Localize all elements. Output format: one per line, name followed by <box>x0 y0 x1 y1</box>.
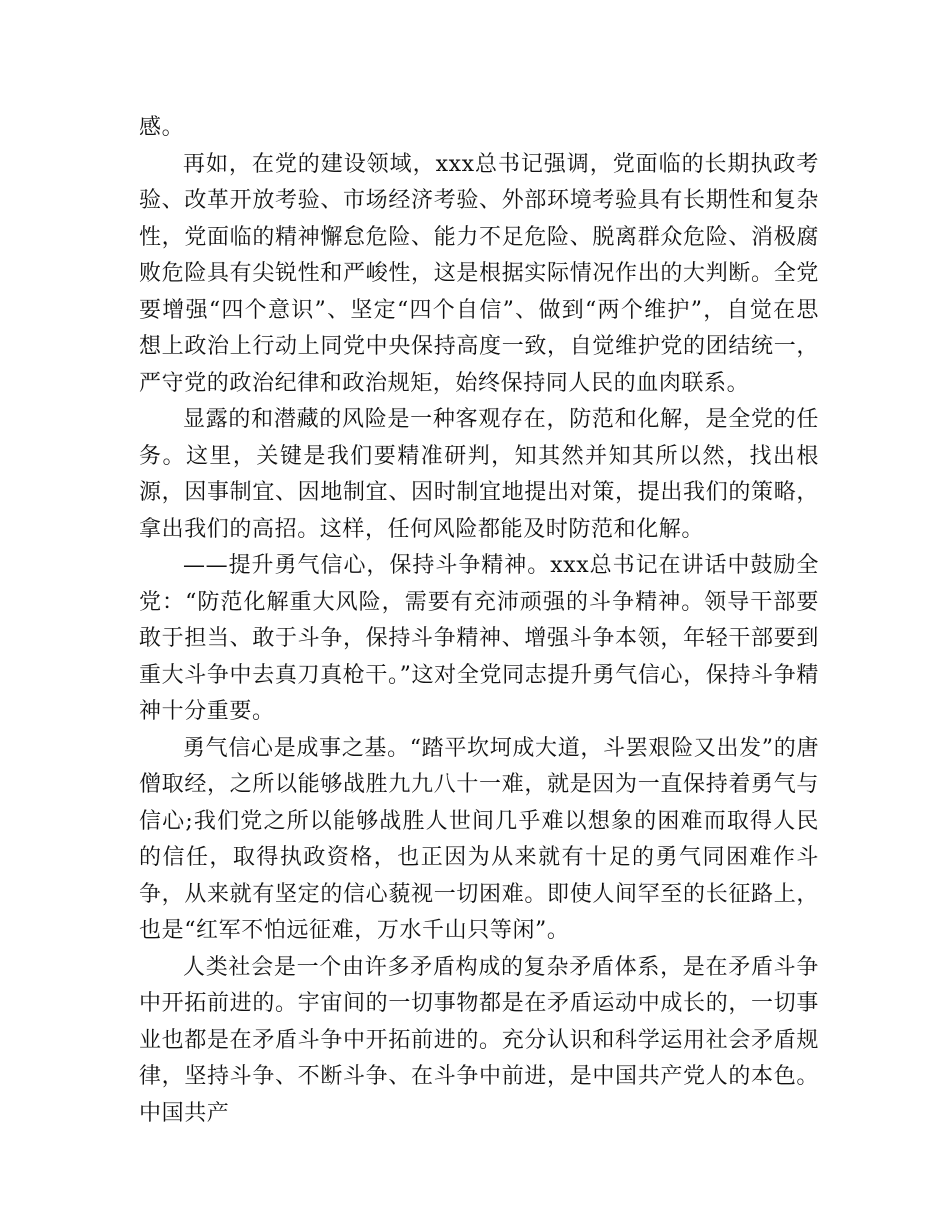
document-body <box>139 110 819 1132</box>
paragraph: 显露的和潜藏的风险是一种客观存在，防范和化解，是全党的任务。这里，关键是我们要精准研判，知其然并知其所以然，找出根源，因事制宜、因地制宜、因时制宜地提出对策，提出我们的策略，拿出我们的高招。这样，任何风险都能及时防范和化解。 <box>139 407 819 542</box>
paragraph-continuation: 感。 <box>139 115 185 140</box>
paragraph: 人类社会是一个由许多矛盾构成的复杂矛盾体系，是在矛盾斗争中开拓前进的。宇宙间的一切事物都是在矛盾运动中成长的，一切事业也都是在矛盾斗争中开拓前进的。充分认识和科学运用社会矛盾规律，坚持斗争、不断斗争、在斗争中前进，是中国共产党人的本色。中国共产 <box>139 954 819 1126</box>
paragraph: ——提升勇气信心，保持斗争精神。xxx总书记在讲话中鼓励全党：“防范化解重大风险，需要有充沛顽强的斗争精神。领导干部要敢于担当、敢于斗争，保持斗争精神、增强斗争本领，年轻干部要到重大斗争中去真刀真枪干。”这对全党同志提升勇气信心，保持斗争精神十分重要。 <box>139 553 819 724</box>
paragraph: 勇气信心是成事之基。“踏平坎坷成大道，斗罢艰险又出发”的唐僧取经，之所以能够战胜九九八十一难，就是因为一直保持着勇气与信心;我们党之所以能够战胜人世间几乎难以想象的困难而取得人民的信任，取得执政资格，也正因为从来就有十足的勇气同困难作斗争，从来就有坚定的信心藐视一切困难。即使人间罕至的长征路上，也是“红军不怕远征难，万水千山只等闲”。 <box>139 735 819 943</box>
paragraph: 再如，在党的建设领域，xxx总书记强调，党面临的长期执政考验、改革开放考验、市场经济考验、外部环境考验具有长期性和复杂性，党面临的精神懈怠危险、能力不足危险、脱离群众危险、消极腐败危险具有尖锐性和严峻性，这是根据实际情况作出的大判断。全党要增强“四个意识”、坚定“四个自信”、做到“两个维护”，自觉在思想上政治上行动上同党中央保持高度一致，自觉维护党的团结统一，严守党的政治纪律和政治规矩，始终保持同人民的血肉联系。 <box>139 151 819 396</box>
